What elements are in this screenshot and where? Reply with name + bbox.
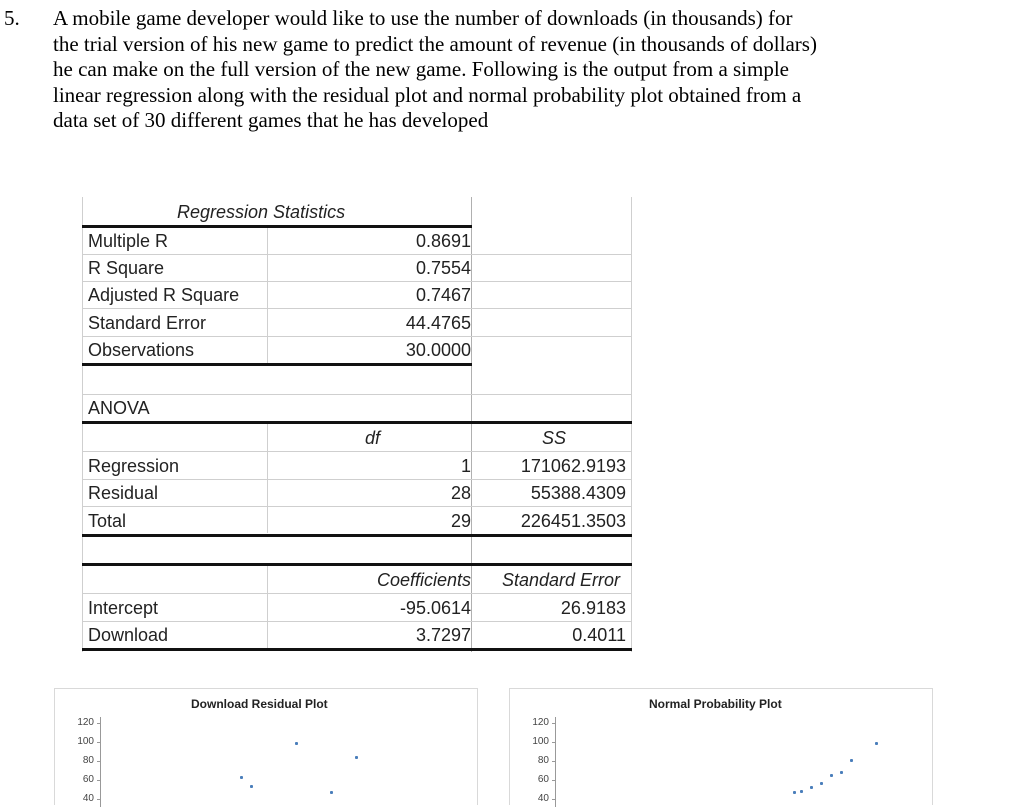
row-divider: [82, 593, 632, 594]
stat-value: 0.8691: [415, 231, 471, 251]
coef-bottom-rule: [82, 648, 632, 651]
coef-row-se: 0.4011: [572, 625, 626, 645]
stat-value: 44.4765: [405, 313, 471, 333]
anova-row-ss: 55388.4309: [530, 483, 626, 503]
y-tick-label: 40: [537, 793, 549, 804]
data-point: [830, 774, 833, 777]
y-tick-label: 60: [537, 774, 549, 785]
y-tick-label: 100: [77, 736, 94, 747]
anova-row-df: 29: [450, 511, 471, 531]
data-point: [875, 742, 878, 745]
regression-statistics-header: Regression Statistics: [177, 202, 346, 222]
anova-row-label: Total: [88, 511, 127, 531]
regression-output-table: [82, 197, 632, 652]
row-divider: [82, 394, 632, 395]
coef-row-value: -95.0614: [399, 598, 471, 618]
coef-row-value: 3.7297: [415, 625, 471, 645]
y-tick-mark: [552, 799, 556, 800]
stat-label: R Square: [88, 258, 165, 278]
anova-row-df: 28: [450, 483, 471, 503]
y-tick-label: 60: [82, 774, 94, 785]
stat-label: Multiple R: [88, 231, 169, 251]
stat-label: Standard Error: [88, 313, 207, 333]
y-tick-label: 80: [537, 755, 549, 766]
anova-title: ANOVA: [88, 398, 150, 418]
data-point: [810, 786, 813, 789]
anova-bottom-rule: [82, 534, 632, 537]
y-tick-mark: [552, 780, 556, 781]
data-point: [330, 791, 333, 794]
y-axis-line: [100, 717, 101, 807]
data-point: [355, 756, 358, 759]
row-divider: [82, 308, 632, 309]
stats-bottom-rule: [82, 363, 472, 366]
data-point: [800, 790, 803, 793]
residual-plot: [54, 688, 478, 805]
data-point: [250, 785, 253, 788]
table-right-border: [631, 197, 632, 652]
stat-label: Adjusted R Square: [88, 285, 240, 305]
anova-header-rule: [82, 421, 632, 424]
coef-row-label: Download: [88, 625, 169, 645]
y-tick-label: 40: [82, 793, 94, 804]
table-col-divider-2: [471, 197, 472, 652]
normal-plot-title: Normal Probability Plot: [649, 697, 782, 711]
stat-value: 0.7467: [415, 285, 471, 305]
data-point: [295, 742, 298, 745]
y-tick-mark: [97, 723, 101, 724]
y-tick-mark: [552, 742, 556, 743]
anova-col-divider-1: [267, 421, 268, 533]
y-tick-mark: [97, 780, 101, 781]
row-divider: [82, 506, 632, 507]
data-point: [240, 776, 243, 779]
y-tick-label: 80: [82, 755, 94, 766]
y-tick-mark: [97, 799, 101, 800]
y-tick-mark: [97, 742, 101, 743]
coef-row-label: Intercept: [88, 598, 159, 618]
se-header: Standard Error: [501, 570, 620, 590]
stats-col-divider: [267, 225, 268, 365]
coef-col-divider-1: [267, 565, 268, 649]
row-divider: [82, 451, 632, 452]
coef-header: Coefficients: [376, 570, 471, 590]
stat-value: 30.0000: [405, 340, 471, 360]
anova-row-ss: 171062.9193: [520, 456, 626, 476]
question-text: A mobile game developer would like to use the number of downloads (in thousands) for the trial version of his new game to predict the amount of revenue (in thousands of dollars) he can make on the full version of the new game. Following is the output from a simple linear regression along with the residual plot and normal probability plot obtained from a data set of 30 different games that he has developed: [53, 6, 817, 132]
question-number: 5.: [4, 6, 20, 30]
data-point: [793, 791, 796, 794]
y-tick-mark: [552, 723, 556, 724]
stat-value: 0.7554: [415, 258, 471, 278]
anova-row-label: Residual: [88, 483, 159, 503]
anova-df-header: df: [365, 428, 381, 448]
anova-ss-header: SS: [541, 428, 566, 448]
coef-row-se: 26.9183: [560, 598, 626, 618]
y-axis-line: [555, 717, 556, 807]
anova-row-label: Regression: [88, 456, 180, 476]
data-point: [850, 759, 853, 762]
y-tick-label: 120: [532, 717, 549, 728]
y-tick-mark: [97, 761, 101, 762]
y-tick-label: 100: [532, 736, 549, 747]
data-point: [840, 771, 843, 774]
row-divider: [82, 254, 632, 255]
coef-header-rule: [82, 563, 632, 566]
normal-probability-plot: [509, 688, 933, 805]
y-tick-label: 120: [77, 717, 94, 728]
y-tick-mark: [552, 761, 556, 762]
anova-row-df: 1: [460, 456, 471, 476]
stat-label: Observations: [88, 340, 195, 360]
residual-plot-title: Download Residual Plot: [191, 697, 328, 711]
anova-row-ss: 226451.3503: [520, 511, 626, 531]
table-left-border: [82, 197, 83, 652]
data-point: [820, 782, 823, 785]
